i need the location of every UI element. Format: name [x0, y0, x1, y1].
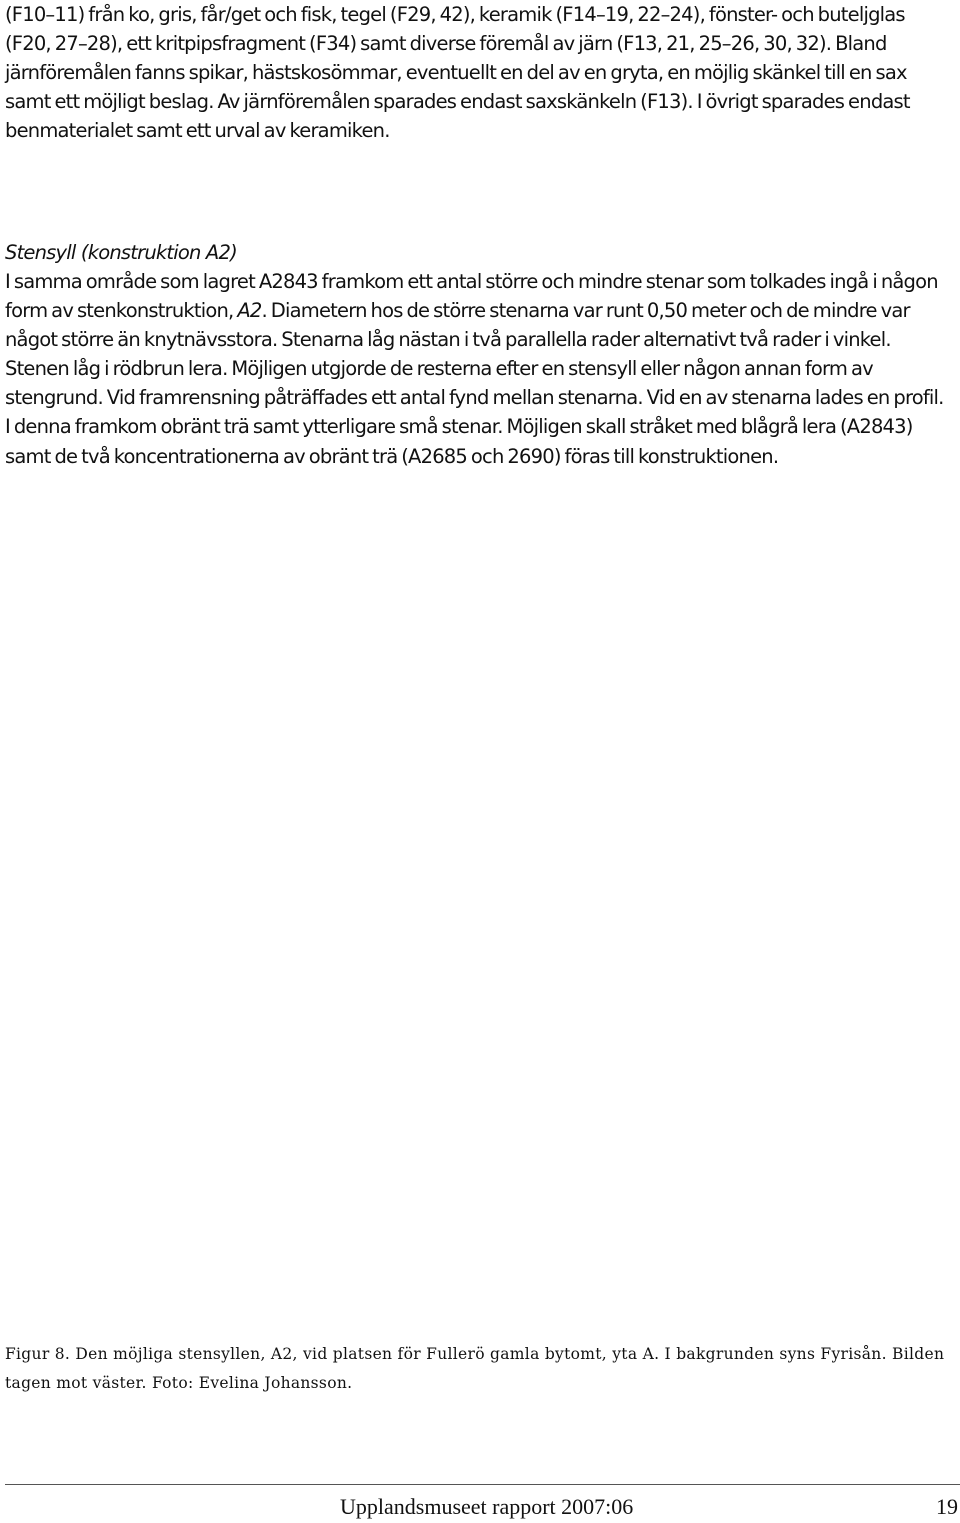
construction-label: A2: [237, 299, 262, 323]
paragraph-text: . Diametern hos de större stenarna var runt 0,50 meter och de mindre var något större än knytnävsstora. Stenarna låg nästan i två parallella rader alternativt två rader i vinkel. Stenen låg i rödbrun lera. Möjligen utgjorde de resterna efter en stensyll eller någon annan form av stengrund. Vid framrensning påträffades ett antal fynd mellan stenarna. Vid en av stenarna lades en profil. I denna framkom obränt trä samt ytterligare små stenar. Möjligen skall stråket med blågrå lera (A2843) samt de två koncentrationerna av obränt trä (A2685 och 2690) föras till konstruktionen.: [5, 299, 944, 468]
footer-report-title: Upplandsmuseet rapport 2007:06: [340, 1494, 634, 1519]
page-number: 19: [936, 1494, 958, 1519]
body-paragraph: [5, 267, 950, 471]
figure-caption: Figur 8. Den möjliga stensyllen, A2, vid platsen för Fullerö gamla bytomt, yta A. I bakgrunden syns Fyrisån. Bilden tagen mot väster. Foto: Evelina Johansson.: [5, 1345, 945, 1392]
section-heading: Stensyll (konstruktion A2): [5, 241, 237, 264]
body-paragraph: (F10–11) från ko, gris, får/get och fisk, tegel (F29, 42), keramik (F14–19, 22–24), fönster- och buteljglas (F20, 27–28), ett kritpipsfragment (F34) samt diverse föremål av järn (F13, 21, 25–26, 30, 32). Bland järnföremålen fanns spikar, hästskosömmar, eventuellt en del av en gryta, en möjlig skänkel till en sax samt ett möjligt beslag. Av järnföremålen sparades endast saxskänkeln (F13). I övrigt sparades endast benmaterialet samt ett urval av keramiken.: [5, 3, 910, 143]
footer-divider: [5, 1484, 960, 1485]
paragraph-text: I samma område som lagret A2843 framkom ett antal större och mindre stenar som tolkades ingå i någon form av stenkonstruktion,: [5, 270, 938, 323]
